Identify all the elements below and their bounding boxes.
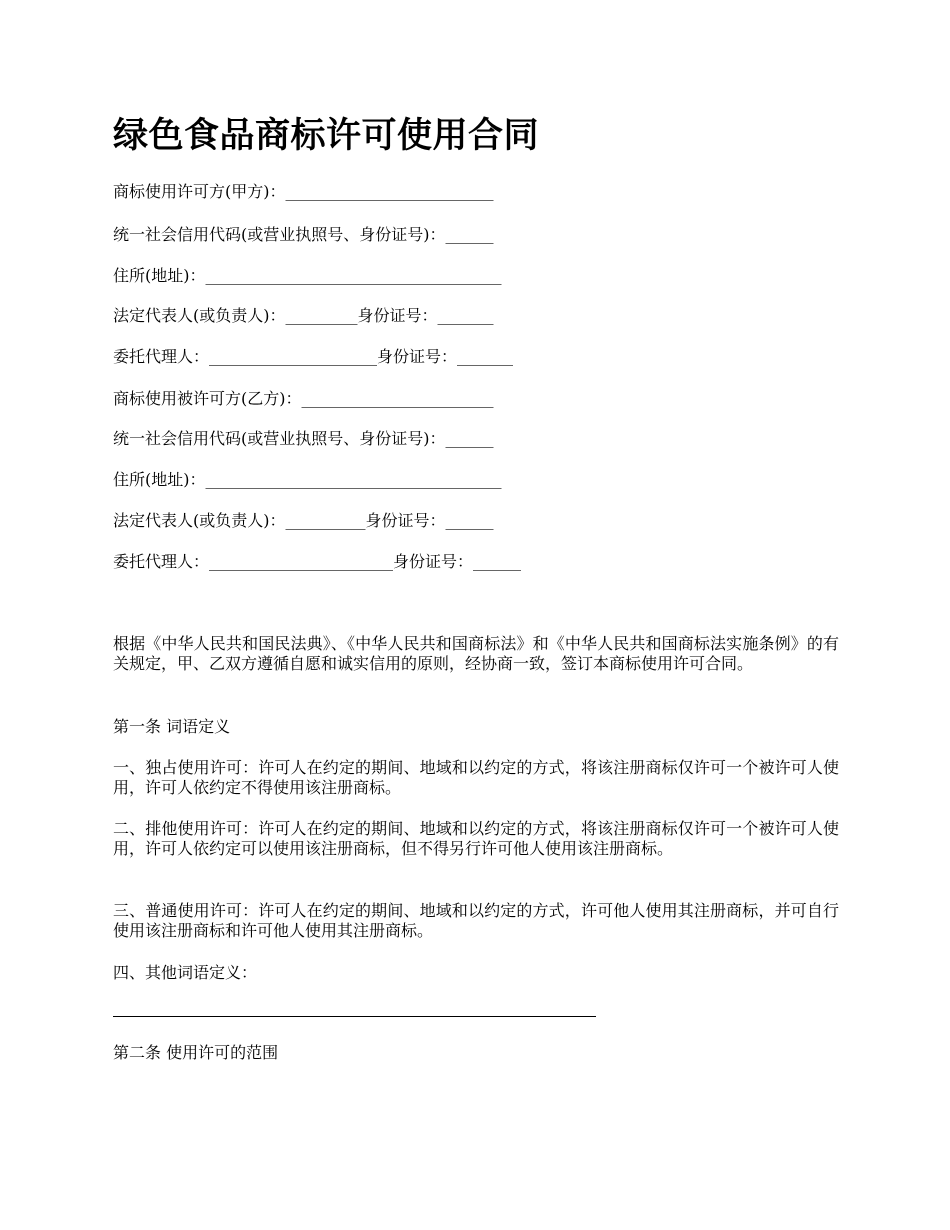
party-b-agent-line: 委托代理人：_______________________身份证号：______: [113, 552, 522, 571]
party-a-credit-code-line: 统一社会信用代码(或营业执照号、身份证号)：______: [113, 225, 494, 244]
article-1-heading: 第一条 词语定义: [113, 717, 231, 736]
party-a-address-line: 住所(地址)：_____________________________________: [113, 266, 502, 285]
party-b-address-line: 住所(地址)：_____________________________________: [113, 470, 502, 489]
party-b-credit-code-line: 统一社会信用代码(或营业执照号、身份证号)：______: [113, 429, 494, 448]
article-1-item-1: 一、独占使用许可：许可人在约定的期间、地域和以约定的方式，将该注册商标仅许可一个被许可人使用，许可人依约定不得使用该注册商标。: [113, 758, 839, 797]
article-1-item-4: 四、其他词语定义：: [113, 963, 258, 982]
document-title: 绿色食品商标许可使用合同: [113, 115, 540, 156]
party-b-licensee-line: 商标使用被许可方(乙方)：________________________: [113, 389, 494, 408]
article-1-item-3: 三、普通使用许可：许可人在约定的期间、地域和以约定的方式，许可他人使用其注册商标，并可自行使用该注册商标和许可他人使用其注册商标。: [113, 901, 839, 940]
party-a-licensor-line: 商标使用许可方(甲方)：__________________________: [113, 182, 494, 201]
party-b-legal-rep-line: 法定代表人(或负责人)：__________身份证号：______: [113, 511, 494, 530]
blank-fill-line: [113, 1016, 596, 1017]
party-a-agent-line: 委托代理人：_____________________身份证号：_______: [113, 347, 514, 366]
preamble-paragraph: 根据《中华人民共和国民法典》、《中华人民共和国商标法》和《中华人民共和国商标法实施条例》的有关规定，甲、乙双方遵循自愿和诚实信用的原则，经协商一致，签订本商标使用许可合同。: [113, 634, 839, 673]
article-1-item-2: 二、排他使用许可：许可人在约定的期间、地域和以约定的方式，将该注册商标仅许可一个被许可人使用，许可人依约定可以使用该注册商标，但不得另行许可他人使用该注册商标。: [113, 819, 839, 858]
article-2-heading: 第二条 使用许可的范围: [113, 1043, 279, 1062]
party-a-legal-rep-line: 法定代表人(或负责人)：_________身份证号：_______: [113, 306, 494, 325]
